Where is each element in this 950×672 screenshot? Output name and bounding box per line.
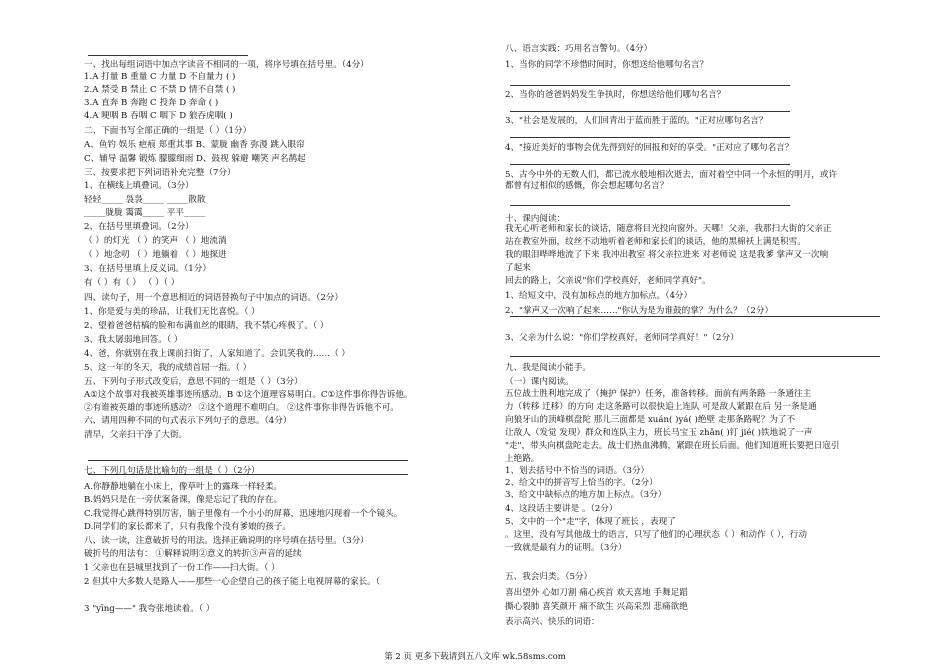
answer-line[interactable] — [510, 205, 790, 206]
left-line: C.我觉得心跳得特别厉害，脑子里像有一个小小的屏幕，迅速地闪现着一个个镜头。 — [84, 509, 403, 519]
right-line: 力（转移 迁移）的方向 走这条路可以很快追上连队 可是敌人紧跟在后 另一条是通 — [505, 402, 817, 412]
left-line: 5、这一年的冬天，我的成绩首屈一指。（ ） — [84, 363, 252, 373]
right-line: 喜出望外 心如刀割 痛心疾首 欢天喜地 手舞足蹈 — [505, 588, 688, 598]
right-line: 让敌人（发觉 发现）群众和连队主力，班长马宝玉 zhǎn( )钉 jié( )铁地说了一声 — [505, 428, 813, 438]
right-line: 十、课内阅读： — [505, 214, 566, 224]
left-line: 有（ ）有（ ） （ ）（ ） — [84, 278, 180, 288]
left-line: 四、读句子，用一个意思相近的词语替换句子中加点的词语。（2分） — [84, 293, 343, 303]
right-line: 表示高兴、快乐的词语： — [505, 617, 600, 627]
left-line: C、辅导 温馨 锻炼 朦朦细雨 D、鼓视 躲避 嘲笑 声名鹊起 — [84, 154, 306, 164]
left-line: 八、读一读，注意破折号的用法。选择正确说明的序号填在括号里。（3分） — [84, 536, 369, 546]
left-line: 一、找出每组词语中加点字读音不相同的一项，将序号填在括号里。（4分） — [84, 60, 369, 70]
left-line: 3、在括号里填上反义词。（1分） — [84, 264, 211, 274]
left-line: 2、望着爸爸枯槁的脸和布满血丝的眼睛，我不禁心疼极了。（ ） — [84, 321, 329, 331]
right-line: 一致就是最有力的证明。（3分） — [505, 543, 627, 553]
right-line: 八、语言实践：巧用名言警句。（4分） — [505, 44, 653, 54]
left-line: D.同学们的家长都来了，只有我像个没有爹娘的孩子。 — [84, 522, 291, 532]
left-line: 2、在括号里填叠词。（2分） — [84, 222, 194, 232]
left-line: 轻轻_____ 袅袅_____ _____散散 — [84, 195, 206, 205]
left-line: 2 但其中大多数人是路人——那些一心企望自己的孩子能上电视屏幕的家长。（ — [84, 577, 381, 587]
left-line: 4.A 哽咽 B 吞咽 C 咽下 D 狼吞虎咽( ) — [84, 111, 233, 121]
right-line: 3、"社会是发展的，人们回青出于蓝而胜于蓝的。"正对应哪句名言？ — [505, 116, 768, 126]
right-line: "走"，带头向棋盘陀走去。战士们热血沸腾，紧跟在班长后面。他们知道班长要把日寇引 — [505, 441, 840, 451]
right-line: 五、我会归类。（5分） — [505, 572, 593, 582]
right-line: 4、这段话主要讲是 。（2分） — [505, 504, 618, 514]
right-line: 九、我是阅读小能手。 — [505, 363, 591, 373]
right-line: 5、古今中外的无数人们，都已流水般地相次逝去，面对着空中同一个永恒的明月，或许 — [505, 170, 838, 180]
left-line: ②有谁被英雄的事迹所感动？ ②这个道理不难明白。 ②这件事你非得告诉他不可。 — [84, 403, 399, 413]
left-line: 清早，父亲扫干净了大街。 — [84, 430, 188, 440]
left-line: 破折号的用法有： ①解释说明②意义的转折③声音的延续 — [84, 549, 302, 559]
right-line: 2、"掌声又一次响了起来……"你认为是为谁鼓的掌？为什么？（2分） — [505, 306, 774, 316]
left-line: _____胧胧 霭霭_____ 平平_____ — [84, 208, 206, 218]
right-line: 5、文中的一个"走"字，体现了班长 ，表现了 — [505, 517, 676, 527]
right-line: 都曾有过相似的感慨，你会想起哪句名言？ — [505, 181, 669, 191]
left-line: 4、爸，你就别在我上课前扫街了，人家知道了。会讥笑我的……（ ） — [84, 349, 351, 359]
right-line: 站在教室外面，纹丝不动地听着老师和家长们的谈话，他的黑棉袄上满是积雪。 — [505, 237, 806, 247]
left-line: 2.A 禁受 B 禁止 C 不禁 D 情不自禁 ( ) — [84, 85, 236, 95]
left-line: （ ）地念叨 （ ）地躺着 （ ）地探进 — [84, 250, 227, 260]
left-line: 三、按要求把下列词语补充完整（7分） — [84, 168, 236, 178]
right-line: 2、给文中的拼音写上恰当的字。（2分） — [505, 478, 658, 488]
left-line: 七、下列几句话是比喻句的一组是（ ）（2分） — [84, 466, 260, 476]
answer-line[interactable] — [510, 85, 790, 86]
left-line: A、鱼钓 娱乐 疤痕 郑重其事 B、蒙胧 幽香 弥漫 跳入眼帘 — [84, 140, 305, 150]
answer-line[interactable] — [510, 356, 880, 357]
right-line: 3、父亲为什么说："你们学校真好，老师同学真好！"（2分） — [505, 333, 739, 343]
answer-line[interactable] — [88, 460, 408, 461]
left-line: 3.A 直奔 B 奔跑 C 投奔 D 奔命 ( ) — [84, 98, 219, 108]
left-line: 五、下列句子形式改变后，意思不同的一组是（ ）（3分） — [84, 377, 303, 387]
right-line: 向狼牙山的顶峰棋盘陀 那儿三面都是 xuán( )yá( )绝壁 走那条路呢？为了不 — [505, 415, 796, 425]
left-line: 六、请用四种不同的句式表示下列句子的意思。（4分） — [84, 416, 292, 426]
left-line: 1 父亲也在县城里找到了一份工作——扫大街。（ ） — [84, 563, 280, 573]
right-line: 。这里，没有写其他战士的语言，只写了他们的心理状态（ ）和动作（ ），行动 — [505, 530, 807, 540]
left-line: 1、在横线上填叠词。（3分） — [84, 181, 194, 191]
answer-line[interactable] — [88, 55, 248, 56]
right-line: 上绝路。 — [505, 454, 540, 464]
left-line: 3 "yīng——" 我夸张地读着。（ ） — [84, 604, 215, 614]
right-line: 了起来 — [505, 263, 531, 273]
left-line: 二、下面书写全部正确的一组是（ ）（1分） — [84, 126, 252, 136]
answer-line[interactable] — [510, 137, 790, 138]
right-line: 2、当你的爸爸妈妈发生争执时，你想送给他们哪句名言？ — [505, 90, 726, 100]
left-line: 3、我太孱弱地回答。（ ） — [84, 335, 183, 345]
right-line: 五位战士胜利地完成了（掩护 保护）任务，准备转移。面前有两条路 一条通往主 — [505, 389, 812, 399]
answer-line[interactable] — [510, 316, 880, 317]
right-line: 4、"接近美好的事物会优先得到好的回报和好的享受。"正对应了哪句名言？ — [505, 143, 794, 153]
right-line: 我的眼泪哗哗地流了下来 我冲出教室 将父亲拉进来 对老师说 这是我爹 掌声又一次响 — [505, 250, 829, 260]
left-line: 1.A 打量 B 重量 C 力量 D 不自量力 ( ) — [84, 72, 236, 82]
left-line: 1、你是爱与美的珍品，让我们无比喜悦。（ ） — [84, 307, 260, 317]
right-line: 1、给短文中，没有加标点的地方加标点。（4分） — [505, 291, 693, 301]
right-line: 撕心裂肺 喜笑颜开 痛不欲生 兴高采烈 悲痛欲绝 — [505, 602, 688, 612]
page-footer: 第 2 页 更多下载请到五八文库 wk.58sms.com — [384, 652, 566, 662]
answer-line[interactable] — [510, 111, 790, 112]
answer-line[interactable] — [88, 474, 408, 475]
right-line: 我无心听老师和家长的谈话，随意将目光投向窗外。天哪！父亲，我那扫大街的父亲正 — [505, 224, 832, 234]
right-line: 回去的路上，父亲说"你们学校真好，老师同学真好"。 — [505, 276, 711, 286]
right-line: （一）课内阅读。 — [505, 377, 574, 387]
left-line: B.妈妈只是在一旁伏案备课，像是忘记了我的存在。 — [84, 495, 283, 505]
right-line: 1、划去括号中不恰当的词语。（3分） — [505, 466, 650, 476]
answer-line[interactable] — [510, 164, 790, 165]
right-line: 3、给文中缺标点的地方加上标点。（3分） — [505, 490, 667, 500]
right-line: 1、当你的同学不珍惜时间时，你想送给他哪句名言？ — [505, 60, 709, 70]
left-line: A.你静静地躺在小床上，像草叶上的露珠一样轻柔。 — [84, 482, 283, 492]
left-line: （ ）的灯光 （ ）的笑声 （ ）地流淌 — [84, 236, 227, 246]
left-line: A①这个故事对我被英雄事迹所感动。B ①这个道理容易明白。C①这件事你得告诉他。 — [84, 390, 413, 400]
